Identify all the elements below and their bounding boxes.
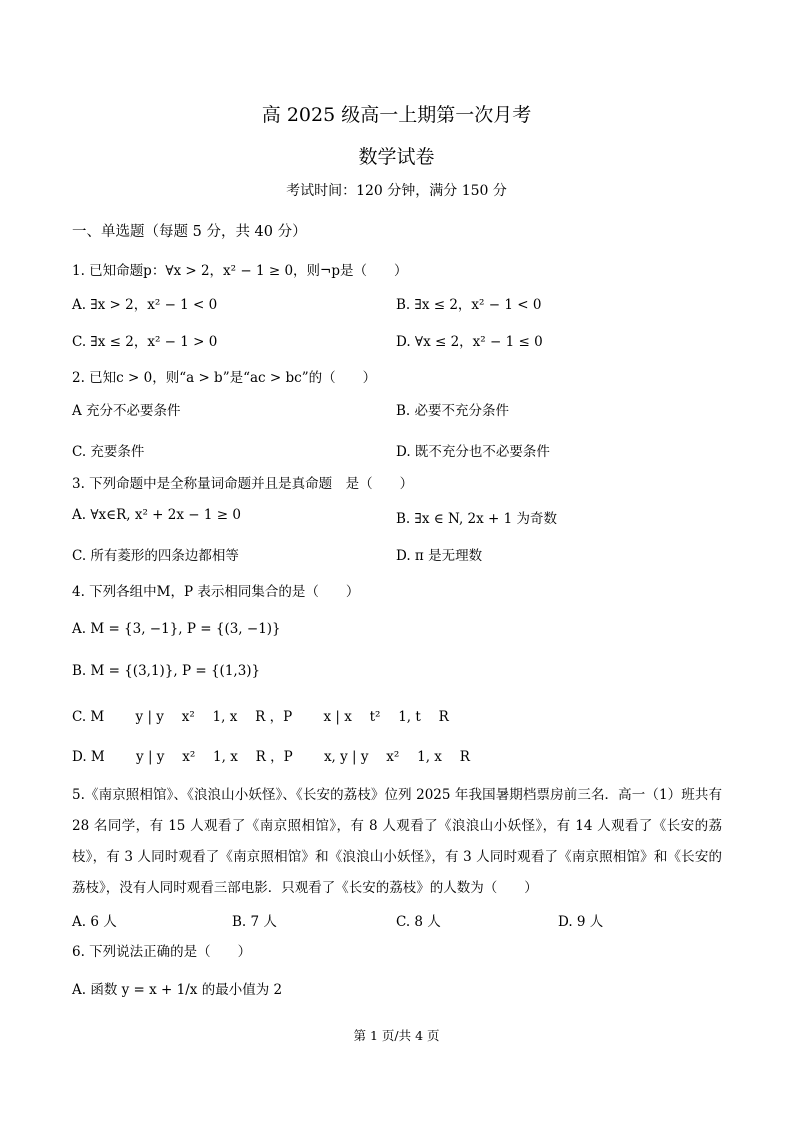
question-3-stem: 3. 下列命题中是全称量词命题并且是真命题 是（ ） [72, 476, 414, 492]
question-5-stem: 5.《南京照相馆》、《浪浪山小妖怪》、《长安的荔枝》位列 2025 年我国暑期档票房前三名．高一（1）班共有 28 名同学，有 15 人观看了《南京照相馆》，有 8 人观看了《浪浪山小妖怪》，有 14 人观看了《长安的荔枝》，有 3 人同时观看了《南京照相馆》和《浪浪山小妖怪》，有 3 人同时观看了《南京照相馆》和《长安的荔枝》，没有人同时观看三部电影．只观看了《长安的荔枝》的人数为（ ） [72, 787, 722, 896]
question-4-option-a: A. M = {3, −1}, P = {(3, −1)} [72, 621, 281, 637]
question-5-option-c: C. 8 人 [396, 914, 441, 930]
question-1-option-b: B. ∃x ≤ 2，x² − 1 < 0 [396, 297, 542, 313]
question-3-option-b: B. ∃x ∈ N, 2x + 1 为奇数 [396, 511, 558, 527]
question-5-option-a: A. 6 人 [72, 914, 117, 930]
question-6-option-a: A. 函数 y = x + 1/x 的最小值为 2 [72, 982, 283, 998]
question-5-option-b: B. 7 人 [232, 914, 277, 930]
exam-title: 高 2025 级高一上期第一次月考 [261, 104, 532, 126]
question-1-option-c: C. ∃x ≤ 2，x² − 1 > 0 [72, 334, 218, 350]
exam-info: 考试时间：120 分钟，满分 150 分 [286, 183, 507, 199]
question-2-option-d: D. 既不充分也不必要条件 [396, 444, 550, 460]
question-2-option-c: C. 充要条件 [72, 444, 145, 460]
question-3-option-d: D. π 是无理数 [396, 548, 483, 564]
question-3-option-c: C. 所有菱形的四条边都相等 [72, 548, 239, 564]
question-4-option-b: B. M = {(3,1)}, P = {(1,3)} [72, 663, 261, 679]
question-4-option-c: C. M y | y x² 1, x R ，P x | x t² 1, t R [72, 709, 449, 725]
question-4-stem: 4. 下列各组中M，P 表示相同集合的是（ ） [72, 584, 360, 600]
question-1-option-a: A. ∃x > 2，x² − 1 < 0 [72, 297, 218, 313]
question-1-stem: 1. 已知命题p：∀x > 2，x² − 1 ≥ 0，则¬p是（ ） [72, 263, 408, 279]
question-3-option-a: A. ∀x∈R, x² + 2x − 1 ≥ 0 [72, 507, 241, 523]
question-1-option-d: D. ∀x ≤ 2，x² − 1 ≤ 0 [396, 334, 543, 350]
exam-subtitle: 数学试卷 [358, 146, 435, 168]
question-6-stem: 6. 下列说法正确的是（ ） [72, 944, 252, 960]
section-heading: 一、单选题（每题 5 分，共 40 分） [72, 224, 307, 240]
question-2-option-a: A 充分不必要条件 [72, 403, 181, 419]
page-number: 第 1 页/共 4 页 [353, 1028, 440, 1043]
question-2-stem: 2. 已知c > 0，则“a > b”是“ac > bc”的（ ） [72, 370, 377, 386]
question-2-option-b: B. 必要不充分条件 [396, 403, 510, 419]
question-5-option-d: D. 9 人 [558, 914, 604, 930]
question-4-option-d: D. M y | y x² 1, x R ，P x, y | y x² 1, x R [72, 749, 470, 765]
